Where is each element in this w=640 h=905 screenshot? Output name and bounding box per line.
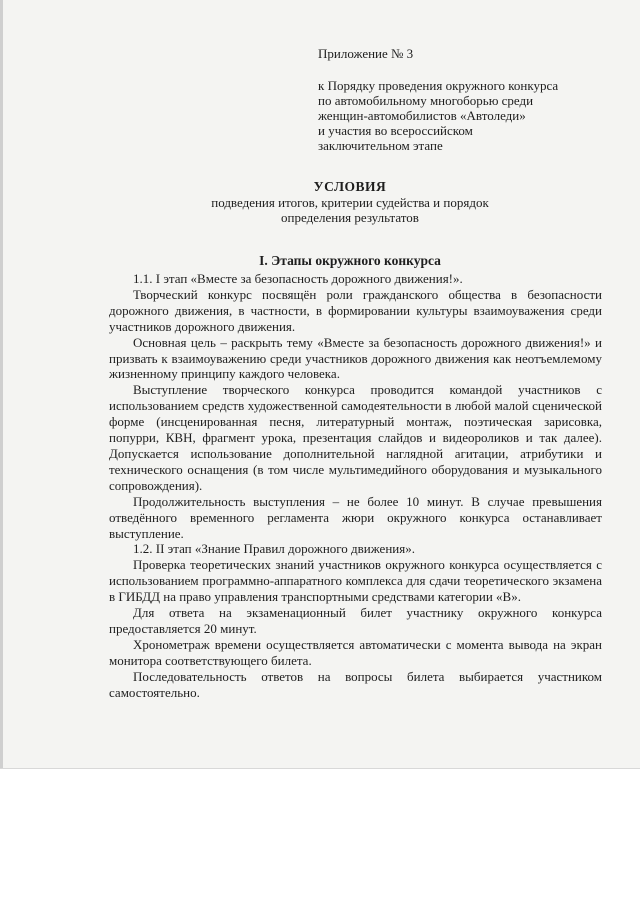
paragraph: Творческий конкурс посвящён роли гражданского общества в безопасности дорожного движения, в частности, в формировании культуры взаимоуважения среди участников дорожного движения. [109,286,602,334]
paragraph: Для ответа на экзаменационный билет участнику окружного конкурса предоставляется 20 минут. [109,605,602,636]
paragraph: Последовательность ответов на вопросы билета выбирается участником самостоятельно. [109,668,602,700]
appendix-line: и участия во всероссийском [318,123,473,138]
appendix-line: заключительном этапе [318,138,443,153]
document-body [109,271,602,700]
appendix-line: к Порядку проведения окружного конкурса [318,78,559,93]
section-heading: I. Этапы окружного конкурса [259,253,441,268]
subtitle-line: определения результатов [281,210,419,225]
subtitle-line: подведения итогов, критерии судейства и порядок [211,195,489,210]
paragraph: Хронометраж времени осуществляется автоматически с момента вывода на экран монитора соответствующего билета. [109,636,602,668]
paragraph: Основная цель – раскрыть тему «Вместе за безопасность дорожного движения!» и призвать к взаимоуважению среди участников дорожного движения как неотъемлемому жизненному принципу каждого человека. [109,334,602,382]
paragraph: 1.1. I этап «Вместе за безопасность дорожного движения!». [133,271,463,286]
appendix-number: Приложение № 3 [318,46,414,61]
appendix-line: женщин-автомобилистов «Автоледи» [318,108,526,123]
appendix-line: по автомобильному многоборью среди [318,93,534,108]
appendix-block [318,46,618,153]
paragraph: Продолжительность выступления – не более 10 минут. В случае превышения отведённого временного регламента жюри окружного конкурса останавливает выступление. [109,493,602,541]
paragraph: Выступление творческого конкурса проводится командой участников с использованием средств художественной самодеятельности в любой малой сценической форме (инсценированная песня, литературный монтаж, поэтическая зарисовка, попурри, КВН, фрагмент урока, презентация слайдов и видеороликов и так далее). Допускается использование дополнительной наглядной агитации, атрибутики и технического оснащения (в том числе мультимедийного оборудования и музыкального сопровождения). [109,382,602,493]
paragraph: Проверка теоретических знаний участников окружного конкурса осуществляется с использованием программно-аппаратного комплекса для сдачи теоретического экзамена в ГИБДД на право управления транспортными средствами категории «В». [109,557,602,605]
paragraph: 1.2. II этап «Знание Правил дорожного движения». [133,541,415,557]
document-subtitle [180,195,520,225]
document-title: УСЛОВИЯ [313,179,387,194]
